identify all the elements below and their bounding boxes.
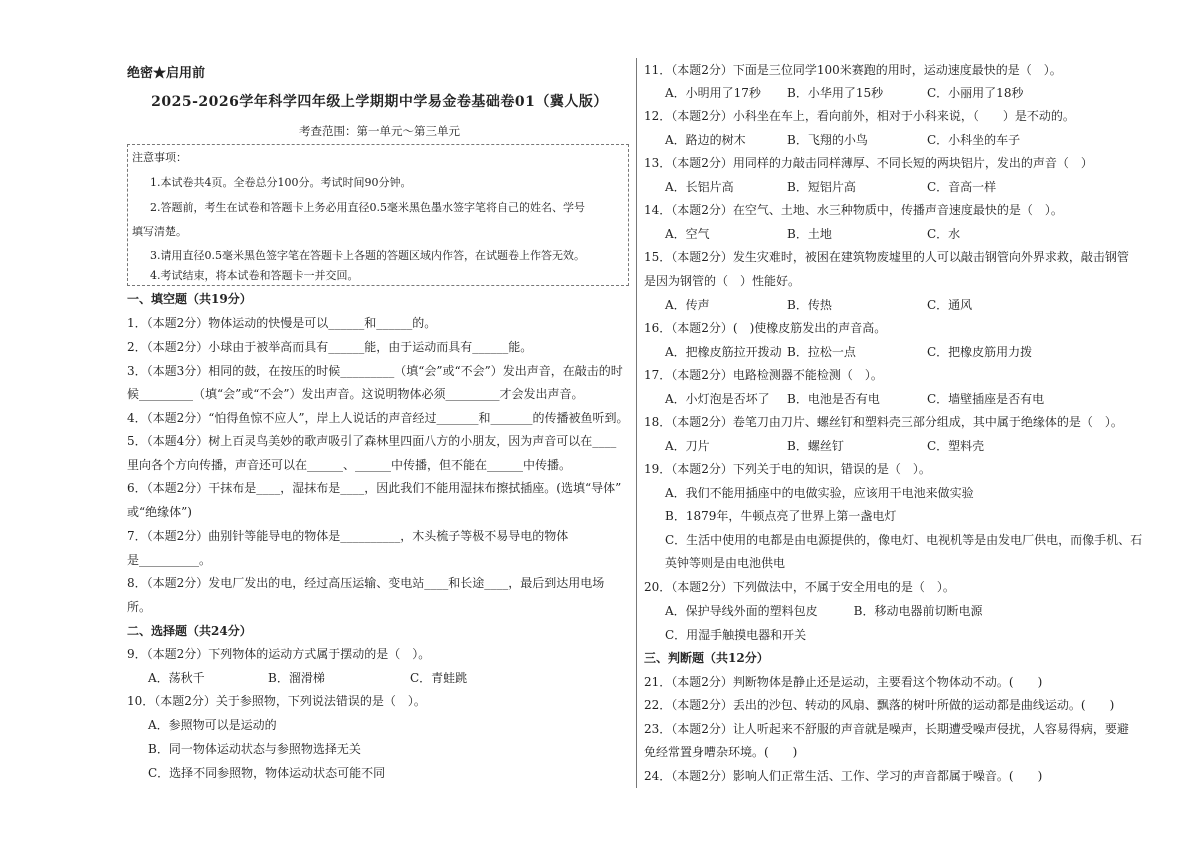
question-line: 12．（本题2分）小科坐在车上，看向前外，相对于小科来说，（ ）是不动的。 xyxy=(644,109,1075,123)
notice-item: 1.本试卷共4页。全卷总分100分。考试时间90分钟。 xyxy=(150,176,412,189)
question-line: 7．（本题2分）曲别针等能导电的物体是__________，木头梳子等极不易导电的物体 xyxy=(127,529,569,543)
notice-item: 2.答题前，考生在试卷和答题卡上务必用直径0.5毫米黑色墨水签字笔将自己的姓名、学号 xyxy=(150,201,585,214)
question-line: 20．（本题2分）下列做法中，不属于安全用电的是（ ）。 xyxy=(644,580,955,594)
option-line: C．选择不同参照物，物体运动状态可能不同 xyxy=(148,766,386,780)
question-line: 3．（本题3分）相同的鼓，在按压的时候_________（填“会”或“不会”）发出声音，在敲击的时 xyxy=(127,364,623,378)
question-line: 8．（本题2分）发电厂发出的电，经过高压运输、变电站____和长途____，最后到达用电场 xyxy=(127,576,605,590)
question-line: 22．（本题2分）丢出的沙包、转动的风扇、飘落的树叶所做的运动都是曲线运动。( ) xyxy=(644,698,1115,712)
option: A．荡秋千 xyxy=(148,671,205,685)
option: C．音高一样 xyxy=(927,180,997,194)
question-line: 21．（本题2分）判断物体是静止还是运动，主要看这个物体动不动。( ) xyxy=(644,675,1043,689)
section-heading-fill: 一、填空题（共19分） xyxy=(127,292,252,306)
option: C．青蛙跳 xyxy=(410,671,468,685)
option: B．拉松一点 xyxy=(787,345,856,359)
question-line: 2．（本题2分）小球由于被举高而具有______能，由于运动而具有______能。 xyxy=(127,340,533,354)
question-line: 13．（本题2分）用同样的力敲击同样薄厚、不同长短的两块铝片，发出的声音（ ） xyxy=(644,156,1093,170)
question-line: 11．（本题2分）下面是三位同学100米赛跑的用时，运动速度最快的是（ ）。 xyxy=(644,63,1062,77)
question-line: 4．（本题2分）“怕得鱼惊不应人”，岸上人说话的声音经过_______和_______的传播被鱼听到。 xyxy=(127,411,629,425)
exam-title: 2025-2026学年科学四年级上学期期中学易金卷基础卷01（冀人版） xyxy=(151,94,608,110)
question-line: 15．（本题2分）发生灾难时，被困在建筑物废墟里的人可以敲击钢管向外界求救，敲击钢管 xyxy=(644,250,1129,264)
option: A．把橡皮筋拉开拨动 xyxy=(665,345,782,359)
secret-label: 绝密★启用前 xyxy=(127,66,206,81)
option: B．电池是否有电 xyxy=(787,392,880,406)
option: B．小华用了15秒 xyxy=(787,86,884,100)
notice-item: 3.请用直径0.5毫米黑色签字笔在答题卡上各题的答题区域内作答，在试题卷上作答无效。 xyxy=(150,249,585,262)
option-line: A．我们不能用插座中的电做实验，应该用干电池来做实验 xyxy=(665,486,974,500)
option: C．把橡皮筋用力拨 xyxy=(927,345,1033,359)
option: C．小科坐的车子 xyxy=(927,133,1021,147)
question-line: 14．（本题2分）在空气、土地、水三种物质中，传播声音速度最快的是（ ）。 xyxy=(644,203,1063,217)
section-heading-judge: 三、判断题（共12分） xyxy=(644,651,769,665)
option: C．墙壁插座是否有电 xyxy=(927,392,1045,406)
option: C．小丽用了18秒 xyxy=(927,86,1024,100)
option-line: C．生活中使用的电都是由电源提供的，像电灯、电视机等是由发电厂供电，而像手机、石 xyxy=(665,533,1143,547)
question-line: 是因为钢管的（ ）性能好。 xyxy=(644,274,801,288)
option-line: B．1879年，牛顿点亮了世界上第一盏电灯 xyxy=(665,509,897,523)
question-line: 免经常置身嘈杂环境。( ) xyxy=(644,745,798,759)
section-heading-choice: 二、选择题（共24分） xyxy=(127,624,252,638)
option: A．小灯泡是否坏了 xyxy=(665,392,770,406)
question-line: 24．（本题2分）影响人们正常生活、工作、学习的声音都属于噪音。( ) xyxy=(644,769,1043,783)
option-line: A．参照物可以是运动的 xyxy=(148,718,277,732)
question-line: 18．（本题2分）卷笔刀由刀片、螺丝钉和塑料壳三部分组成，其中属于绝缘体的是（ ）。 xyxy=(644,415,1123,429)
notice-box xyxy=(127,144,629,286)
question-line: 23．（本题2分）让人听起来不舒服的声音就是噪声，长期遭受噪声侵扰，人容易得病，要避 xyxy=(644,722,1129,736)
option: B．飞翔的小鸟 xyxy=(787,133,868,147)
question-line: 9．（本题2分）下列物体的运动方式属于摆动的是（ ）。 xyxy=(127,647,431,661)
column-divider xyxy=(636,58,637,788)
option: B．传热 xyxy=(787,298,832,312)
question-line: 19．（本题2分）下列关于电的知识，错误的是（ ）。 xyxy=(644,462,931,476)
option-line: A．保护导线外面的塑料包皮 B．移动电器前切断电源 xyxy=(665,604,983,618)
question-line: 17．（本题2分）电路检测器不能检测（ ）。 xyxy=(644,368,883,382)
question-line: 6．（本题2分）干抹布是____，湿抹布是____，因此我们不能用湿抹布擦拭插座。(选填“导体” xyxy=(127,481,622,495)
option: C．水 xyxy=(927,227,961,241)
option: C．塑料壳 xyxy=(927,439,985,453)
question-line: 1．（本题2分）物体运动的快慢是可以______和______的。 xyxy=(127,316,437,330)
option: A．长铝片高 xyxy=(665,180,734,194)
option: A．小明用了17秒 xyxy=(665,86,761,100)
exam-scope: 考查范围：第一单元～第三单元 xyxy=(299,124,460,138)
option: A．路边的树木 xyxy=(665,133,746,147)
option-line: B．同一物体运动状态与参照物选择无关 xyxy=(148,742,361,756)
option: B．土地 xyxy=(787,227,832,241)
option: B．短铝片高 xyxy=(787,180,856,194)
option-line: C．用湿手触摸电器和开关 xyxy=(665,628,807,642)
question-line: 16．（本题2分）( )使橡皮筋发出的声音高。 xyxy=(644,321,887,335)
option-line: 英钟等则是由电池供电 xyxy=(665,556,786,570)
question-line: 或“绝缘体”) xyxy=(127,505,192,519)
option: A．空气 xyxy=(665,227,710,241)
option: A．刀片 xyxy=(665,439,710,453)
question-line: 是__________。 xyxy=(127,553,212,567)
question-line: 5．（本题4分）树上百灵鸟美妙的歌声吸引了森林里四面八方的小朋友，因为声音可以在____ xyxy=(127,434,617,448)
question-line: 候_________（填“会”或“不会”）发出声音。这说明物体必须_________才会发出声音。 xyxy=(127,387,584,401)
notice-item: 填写清楚。 xyxy=(132,225,187,238)
question-line: 里向各个方向传播，声音还可以在______、______中传播，但不能在______中传播。 xyxy=(127,458,572,472)
notice-heading: 注意事项： xyxy=(132,151,187,164)
option: B．螺丝钉 xyxy=(787,439,844,453)
option: B．溜滑梯 xyxy=(268,671,325,685)
option: A．传声 xyxy=(665,298,710,312)
notice-item: 4.考试结束，将本试卷和答题卡一并交回。 xyxy=(150,269,359,282)
option: C．通风 xyxy=(927,298,973,312)
question-line: 所。 xyxy=(127,600,152,614)
question-line: 10．（本题2分）关于参照物，下列说法错误的是（ ）。 xyxy=(127,694,426,708)
